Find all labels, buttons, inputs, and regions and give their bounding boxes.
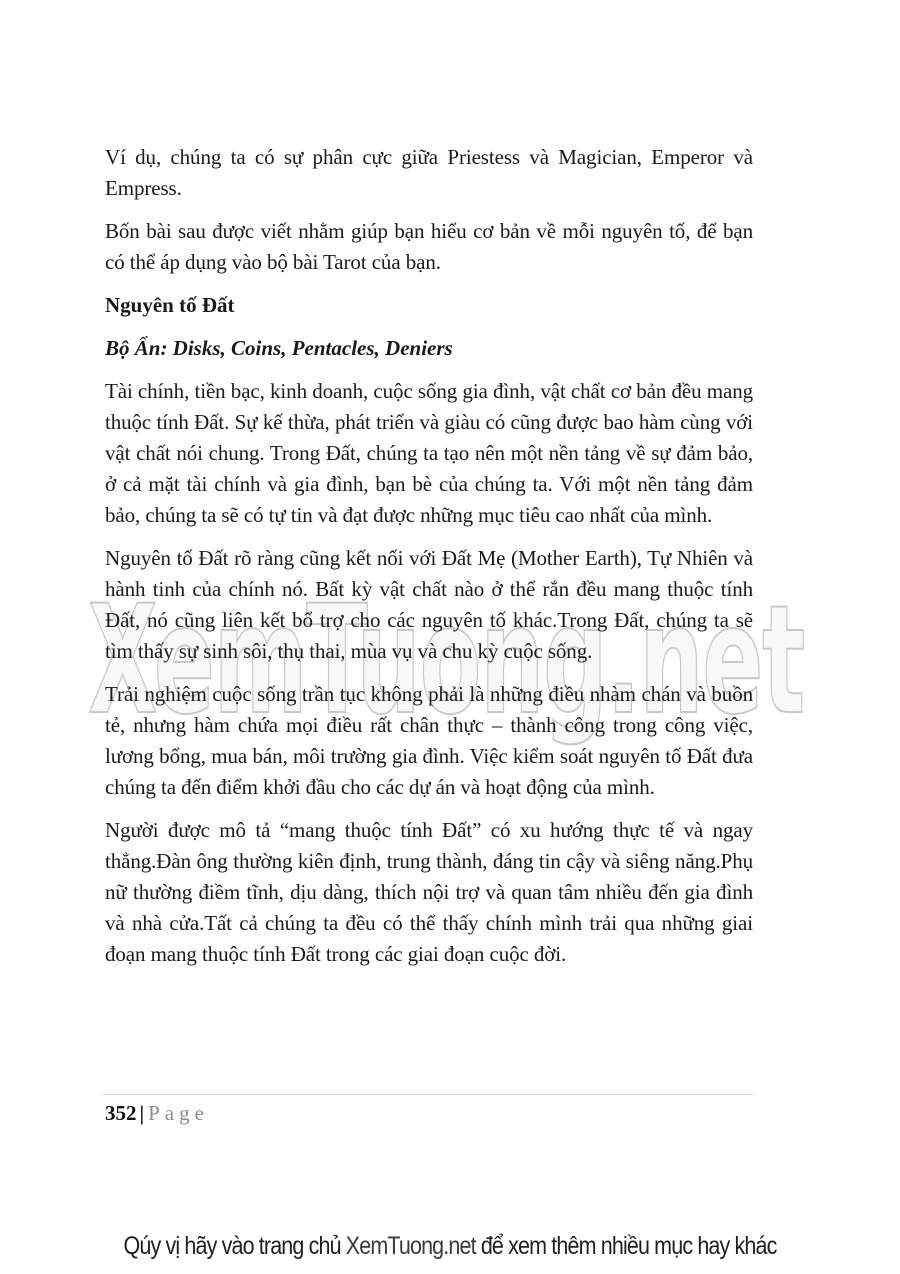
footer-divider	[103, 1094, 753, 1095]
banner-suffix: để xem thêm nhiều mục hay khác	[475, 1232, 777, 1260]
paragraph-body: Nguyên tố Đất rõ ràng cũng kết nối với Đất Mẹ (Mother Earth), Tự Nhiên và hành tinh của chính nó. Bất kỳ vật chất nào ở thể rắn đều mang thuộc tính Đất, nó cũng liên kết bổ trợ cho các nguyên tố khác.Trong Đất, chúng ta sẽ tìm thấy sự sinh sôi, thụ thai, mùa vụ và chu kỳ cuộc sống.	[105, 546, 753, 663]
page-footer	[105, 1099, 209, 1127]
footer-separator: |	[139, 1101, 145, 1125]
watermark-text: XemTuong.net	[88, 574, 805, 748]
page-number: 352	[105, 1101, 137, 1125]
paragraph-body: Người được mô tả “mang thuộc tính Đất” có xu hướng thực tế và ngay thẳng.Đàn ông thường kiên định, trung thành, đáng tin cậy và siêng năng.Phụ nữ thường điềm tĩnh, dịu dàng, thích nội trợ và quan tâm nhiều đến gia đình và nhà cửa.Tất cả chúng ta đều có thể thấy chính mình trải qua những giai đoạn mang thuộc tính Đất trong các giai đoạn cuộc đời.	[105, 818, 753, 966]
banner-site-link[interactable]: XemTuong.net	[345, 1232, 476, 1260]
document-page	[105, 142, 753, 970]
section-subheading: Bộ Ẩn: Disks, Coins, Pentacles, Deniers	[105, 336, 453, 360]
paragraph-polarity: Ví dụ, chúng ta có sự phân cực giữa Priestess và Magician, Emperor và Empress.	[105, 145, 753, 200]
paragraph-intro: Bốn bài sau được viết nhằm giúp bạn hiểu cơ bản về mỗi nguyên tố, để bạn có thể áp dụng vào bộ bài Tarot của bạn.	[105, 219, 753, 274]
page-label: Page	[148, 1101, 209, 1125]
paragraph-body: Trải nghiệm cuộc sống trần tục không phải là những điều nhàm chán và buồn tẻ, nhưng hàm chứa mọi điều rất chân thực – thành công trong công việc, lương bổng, mua bán, môi trường gia đình. Việc kiểm soát nguyên tố Đất đưa chúng ta đến điểm khởi đầu cho các dự án và hoạt động của mình.	[105, 682, 753, 799]
site-banner	[63, 1228, 837, 1264]
section-heading: Nguyên tố Đất	[105, 293, 235, 317]
paragraph-body: Tài chính, tiền bạc, kinh doanh, cuộc sống gia đình, vật chất cơ bản đều mang thuộc tính Đất. Sự kế thừa, phát triển và giàu có cũng được bao hàm cùng với vật chất nói chung. Trong Đất, chúng ta tạo nên một nền tảng về sự đảm bảo, ở cả mặt tài chính và gia đình, bạn bè của chúng ta. Với một nền tảng đảm bảo, chúng ta sẽ có tự tin và đạt được những mục tiêu cao nhất của mình.	[105, 379, 753, 527]
banner-prefix: Qúy vị hãy vào trang chủ	[123, 1232, 346, 1260]
